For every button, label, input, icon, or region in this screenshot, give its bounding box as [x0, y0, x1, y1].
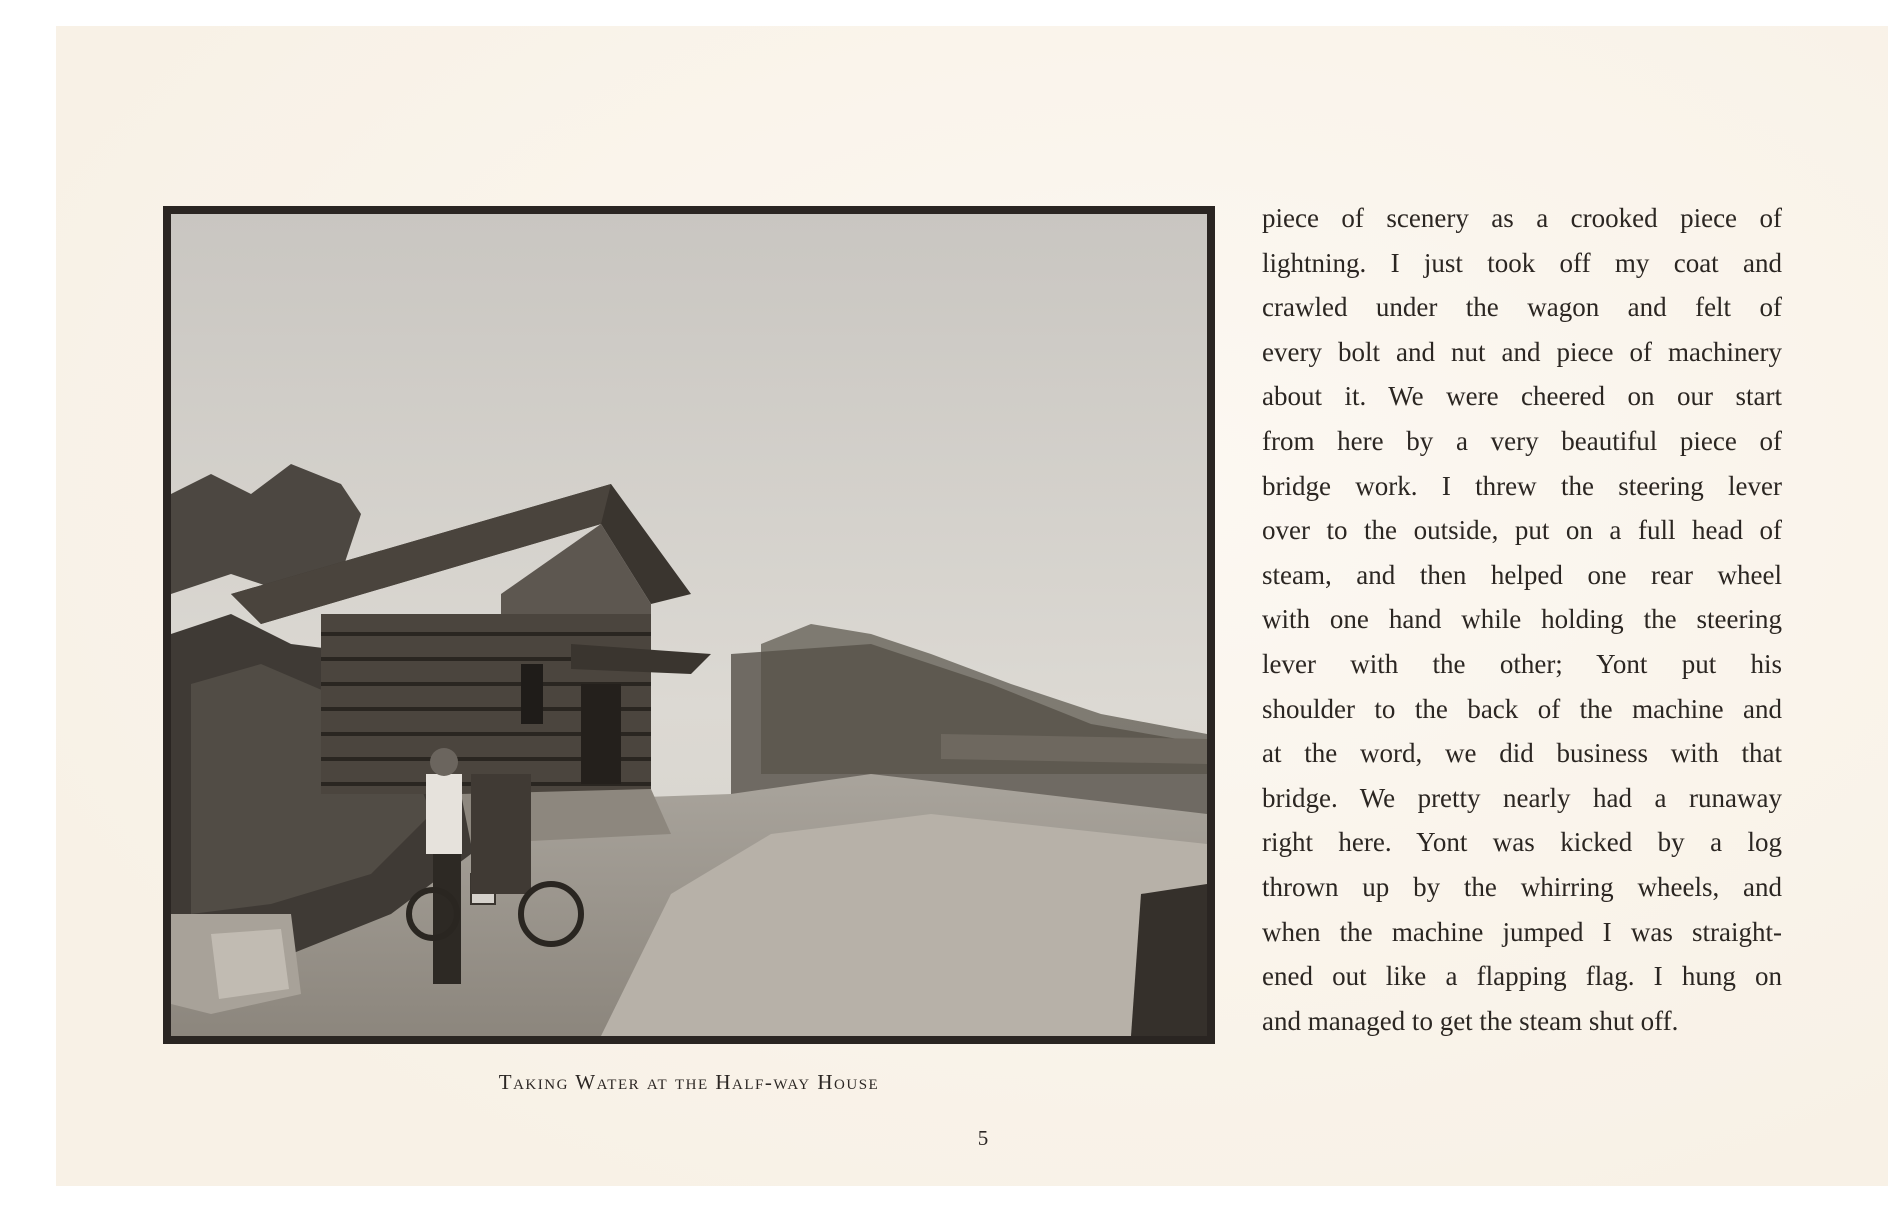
text-line: bridge. We pretty nearly had a runaway: [1262, 782, 1782, 813]
photograph-frame: [163, 206, 1215, 1044]
text-line: and managed to get the steam shut off.: [1262, 1005, 1679, 1036]
text-line: steam, and then helped one rear wheel: [1262, 559, 1782, 590]
text-line: shoulder to the back of the machine and: [1262, 693, 1782, 724]
text-line: ened out like a flapping flag. I hung on: [1262, 961, 1782, 992]
text-line: piece of scenery as a crooked piece of: [1262, 203, 1782, 233]
text-line: about it. We were cheered on our start: [1262, 381, 1782, 412]
text-line: at the word, we did business with that: [1262, 738, 1782, 769]
text-line: crawled under the wagon and felt of: [1262, 292, 1782, 323]
text-line: right here. Yont was kicked by a log: [1262, 827, 1782, 858]
text-line: lever with the other; Yont put his: [1262, 648, 1782, 679]
body-text: [1262, 196, 1782, 1043]
log-cabin-photograph: [171, 214, 1207, 1036]
text-line: over to the outside, put on a full head of: [1262, 515, 1782, 546]
text-line: lightning. I just took off my coat and: [1262, 247, 1782, 278]
page-number: 5: [977, 1126, 989, 1150]
text-line: every bolt and nut and piece of machinery: [1262, 336, 1782, 367]
text-line: with one hand while holding the steering: [1262, 604, 1782, 635]
text-line: bridge work. I threw the steering lever: [1262, 470, 1782, 501]
text-line: when the machine jumped I was straight-: [1262, 916, 1782, 947]
text-line: thrown up by the whirring wheels, and: [1262, 871, 1782, 902]
text-line: from here by a very beautiful piece of: [1262, 425, 1782, 456]
photo-caption: Taking Water at the Half-way House: [498, 1070, 880, 1094]
